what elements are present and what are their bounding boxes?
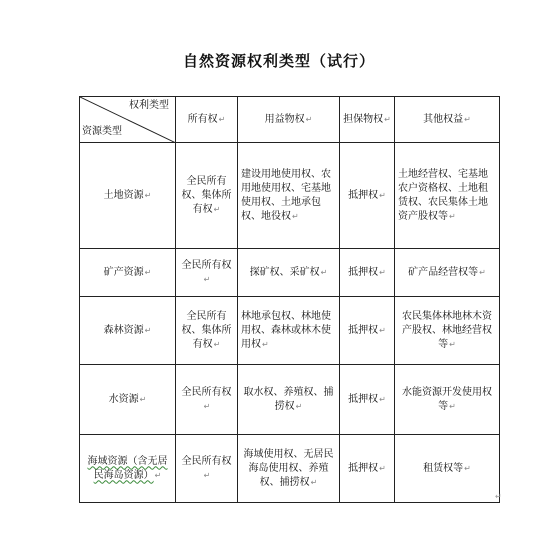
other-rights-cell: 水能资源开发使用权等↵ xyxy=(395,365,500,435)
other-rights-cell: 农民集体林地林木资产股权、林地经营权等↵ xyxy=(395,297,500,365)
resource-cell: 海域资源（含无居民海岛资源）↵ xyxy=(80,435,176,503)
ownership-cell: 全民所有权↵ xyxy=(176,249,238,297)
header-other: 其他权益↵ xyxy=(395,97,500,143)
rights-table xyxy=(79,96,500,503)
security-cell: 抵押权↵ xyxy=(340,365,395,435)
header-security: 担保物权↵ xyxy=(340,97,395,143)
table-row xyxy=(80,143,500,249)
table-row xyxy=(80,365,500,435)
table-header-row xyxy=(80,97,500,143)
table-row xyxy=(80,297,500,365)
usufruct-cell: 林地承包权、林地使用权、森林或林木使用权↵ xyxy=(238,297,340,365)
usufruct-cell: 建设用地使用权、农用地使用权、宅基地使用权、土地承包权、地役权↵ xyxy=(238,143,340,249)
table-row xyxy=(80,435,500,503)
header-resource-type-label: 资源类型 xyxy=(82,126,122,137)
end-paragraph-mark: ↵ xyxy=(495,492,502,501)
security-cell: 抵押权↵ xyxy=(340,435,395,503)
diagonal-header-cell xyxy=(80,97,176,143)
security-cell: 抵押权↵ xyxy=(340,143,395,249)
resource-cell: 森林资源↵ xyxy=(80,297,176,365)
table-row xyxy=(80,249,500,297)
ownership-cell: 全民所有权↵ xyxy=(176,365,238,435)
ownership-cell: 全民所有权、集体所有权↵ xyxy=(176,143,238,249)
header-right-type-label: 权利类型 xyxy=(129,100,169,111)
resource-cell: 矿产资源↵ xyxy=(80,249,176,297)
header-ownership: 所有权↵ xyxy=(176,97,238,143)
security-cell: 抵押权↵ xyxy=(340,249,395,297)
usufruct-cell: 取水权、养殖权、捕捞权↵ xyxy=(238,365,340,435)
other-rights-cell: 矿产品经营权等↵ xyxy=(395,249,500,297)
usufruct-cell: 探矿权、采矿权↵ xyxy=(238,249,340,297)
usufruct-cell: 海域使用权、无居民海岛使用权、养殖权、捕捞权↵ xyxy=(238,435,340,503)
ownership-cell: 全民所有权、集体所有权↵ xyxy=(176,297,238,365)
header-usufruct: 用益物权↵ xyxy=(238,97,340,143)
other-rights-cell: 租赁权等↵ xyxy=(395,435,500,503)
resource-cell: 水资源↵ xyxy=(80,365,176,435)
resource-cell: 土地资源↵ xyxy=(80,143,176,249)
security-cell: 抵押权↵ xyxy=(340,297,395,365)
other-rights-cell: 土地经营权、宅基地农户资格权、土地租赁权、农民集体土地资产股权等↵ xyxy=(395,143,500,249)
ownership-cell: 全民所有权↵ xyxy=(176,435,238,503)
document-title: 自然资源权利类型（试行） xyxy=(182,52,375,70)
